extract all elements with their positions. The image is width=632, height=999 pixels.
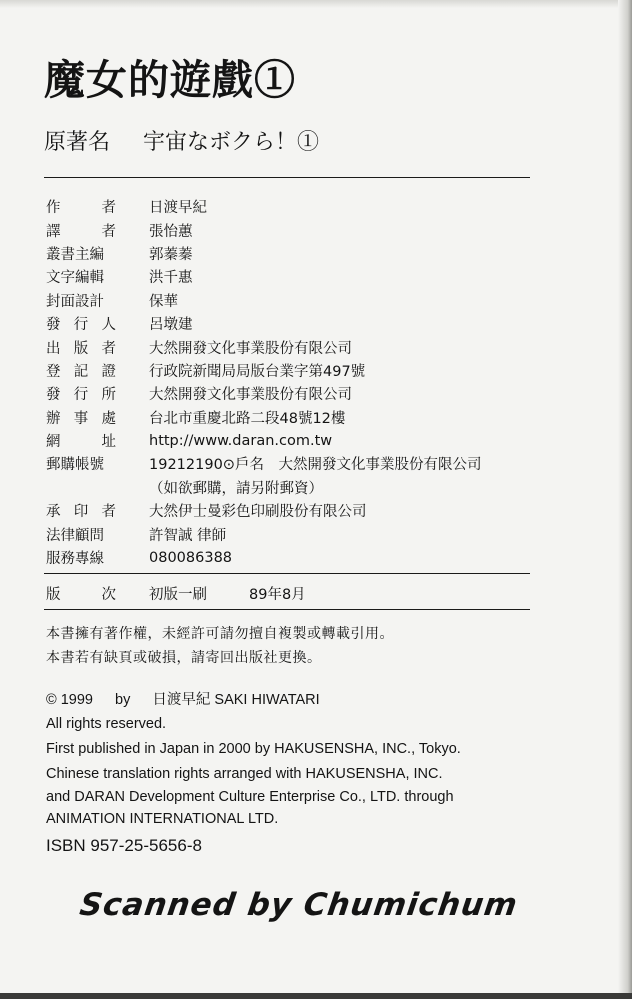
divider-bottom — [44, 609, 530, 610]
credit-row — [46, 522, 546, 545]
credits-list — [46, 195, 546, 569]
defect-notice: 本書若有缺頁或破損，請寄回出版社更換。 — [46, 650, 322, 666]
divider-middle — [44, 573, 530, 574]
credit-label: 承 印 者 — [46, 504, 116, 521]
rights-reserved: All rights reserved. — [46, 716, 167, 732]
edition-value: 初版一刷 — [149, 587, 207, 604]
credit-row — [46, 359, 546, 382]
divider-top — [44, 177, 530, 178]
credit-row — [46, 546, 546, 569]
credit-label: 網 址 — [46, 434, 116, 451]
credit-row — [46, 452, 546, 475]
original-title-value: 宇宙なボクら！① — [143, 130, 320, 155]
edition-row — [46, 582, 546, 605]
credit-value: 大然開發文化事業股份有限公司 — [149, 340, 352, 357]
original-title — [44, 132, 319, 154]
credit-value: 呂墩建 — [149, 317, 193, 334]
page-edge-bottom — [0, 993, 632, 999]
scanner-signature: Scanned by Chumichum — [77, 887, 521, 923]
copyright-notice: 本書擁有著作權，未經許可請勿擅自複製或轉載引用。 — [46, 626, 394, 642]
page-edge-right — [618, 0, 632, 999]
copyright-year: © 1999 — [46, 692, 93, 708]
credit-label: 辦 事 處 — [46, 410, 116, 427]
credit-label: 服務專線 — [46, 551, 104, 568]
copyright-author: 日渡早紀 SAKI HIWATARI — [152, 692, 320, 708]
english-line-1: First published in Japan in 2000 by HAKUSENSHA, INC., Tokyo. — [46, 741, 461, 757]
isbn: ISBN 957-25-5656-8 — [46, 836, 202, 855]
credit-row — [46, 429, 546, 452]
credit-row — [46, 499, 546, 522]
edition-date: 89年8月 — [249, 587, 306, 604]
credit-value: 080086388 — [149, 549, 233, 566]
credit-label: 叢書主編 — [46, 246, 104, 263]
credit-value: （如欲郵購，請另附郵資） — [149, 480, 323, 497]
credit-label: 登 記 證 — [46, 363, 116, 380]
credit-value: 張怡蕙 — [149, 223, 193, 240]
credit-label: 出 版 者 — [46, 340, 116, 357]
credit-row — [46, 195, 546, 218]
english-line-4: ANIMATION INTERNATIONAL LTD. — [46, 811, 279, 827]
credit-value: 許智誠 律師 — [149, 527, 227, 544]
credit-row — [46, 476, 546, 499]
credit-value: 洪千惠 — [149, 270, 193, 287]
credit-label: 法律顧問 — [46, 527, 104, 544]
credit-row — [46, 289, 546, 312]
credit-value: 日渡早紀 — [149, 200, 207, 217]
credit-row — [46, 265, 546, 288]
credit-row — [46, 242, 546, 265]
credit-value: http://www.daran.com.tw — [149, 432, 333, 449]
credit-value: 19212190⊙戶名 大然開發文化事業股份有限公司 — [149, 457, 482, 474]
credit-value: 行政院新聞局局版台業字第497號 — [149, 363, 366, 380]
edition-label: 版 次 — [46, 587, 116, 604]
credit-row — [46, 335, 546, 358]
credit-value: 郭蓁蓁 — [149, 246, 193, 263]
credit-label: 郵購帳號 — [46, 457, 104, 474]
credit-value: 大然開發文化事業股份有限公司 — [149, 387, 352, 404]
original-title-label: 原著名 — [44, 130, 111, 155]
english-line-2: Chinese translation rights arranged with HAKUSENSHA, INC. — [46, 766, 443, 782]
credit-value: 大然伊士曼彩色印刷股份有限公司 — [149, 504, 367, 521]
credit-row — [46, 382, 546, 405]
credit-value: 台北市重慶北路二段48號12樓 — [149, 410, 346, 427]
copyright-line — [46, 688, 320, 709]
credit-label: 封面設計 — [46, 293, 104, 310]
page-edge-top — [0, 0, 632, 8]
credit-value: 保華 — [149, 293, 178, 310]
credit-label: 譯 者 — [46, 223, 116, 240]
credit-row — [46, 312, 546, 335]
english-line-3: and DARAN Development Culture Enterprise Co., LTD. through — [46, 789, 454, 805]
credit-label: 文字編輯 — [46, 270, 104, 287]
credit-label: 作 者 — [46, 200, 116, 217]
credit-row — [46, 406, 546, 429]
credit-row — [46, 218, 546, 241]
credit-label: 發 行 所 — [46, 387, 116, 404]
copyright-by: by — [115, 692, 131, 708]
book-title: 魔女的遊戲① — [44, 56, 296, 104]
credit-label: 發 行 人 — [46, 317, 116, 334]
